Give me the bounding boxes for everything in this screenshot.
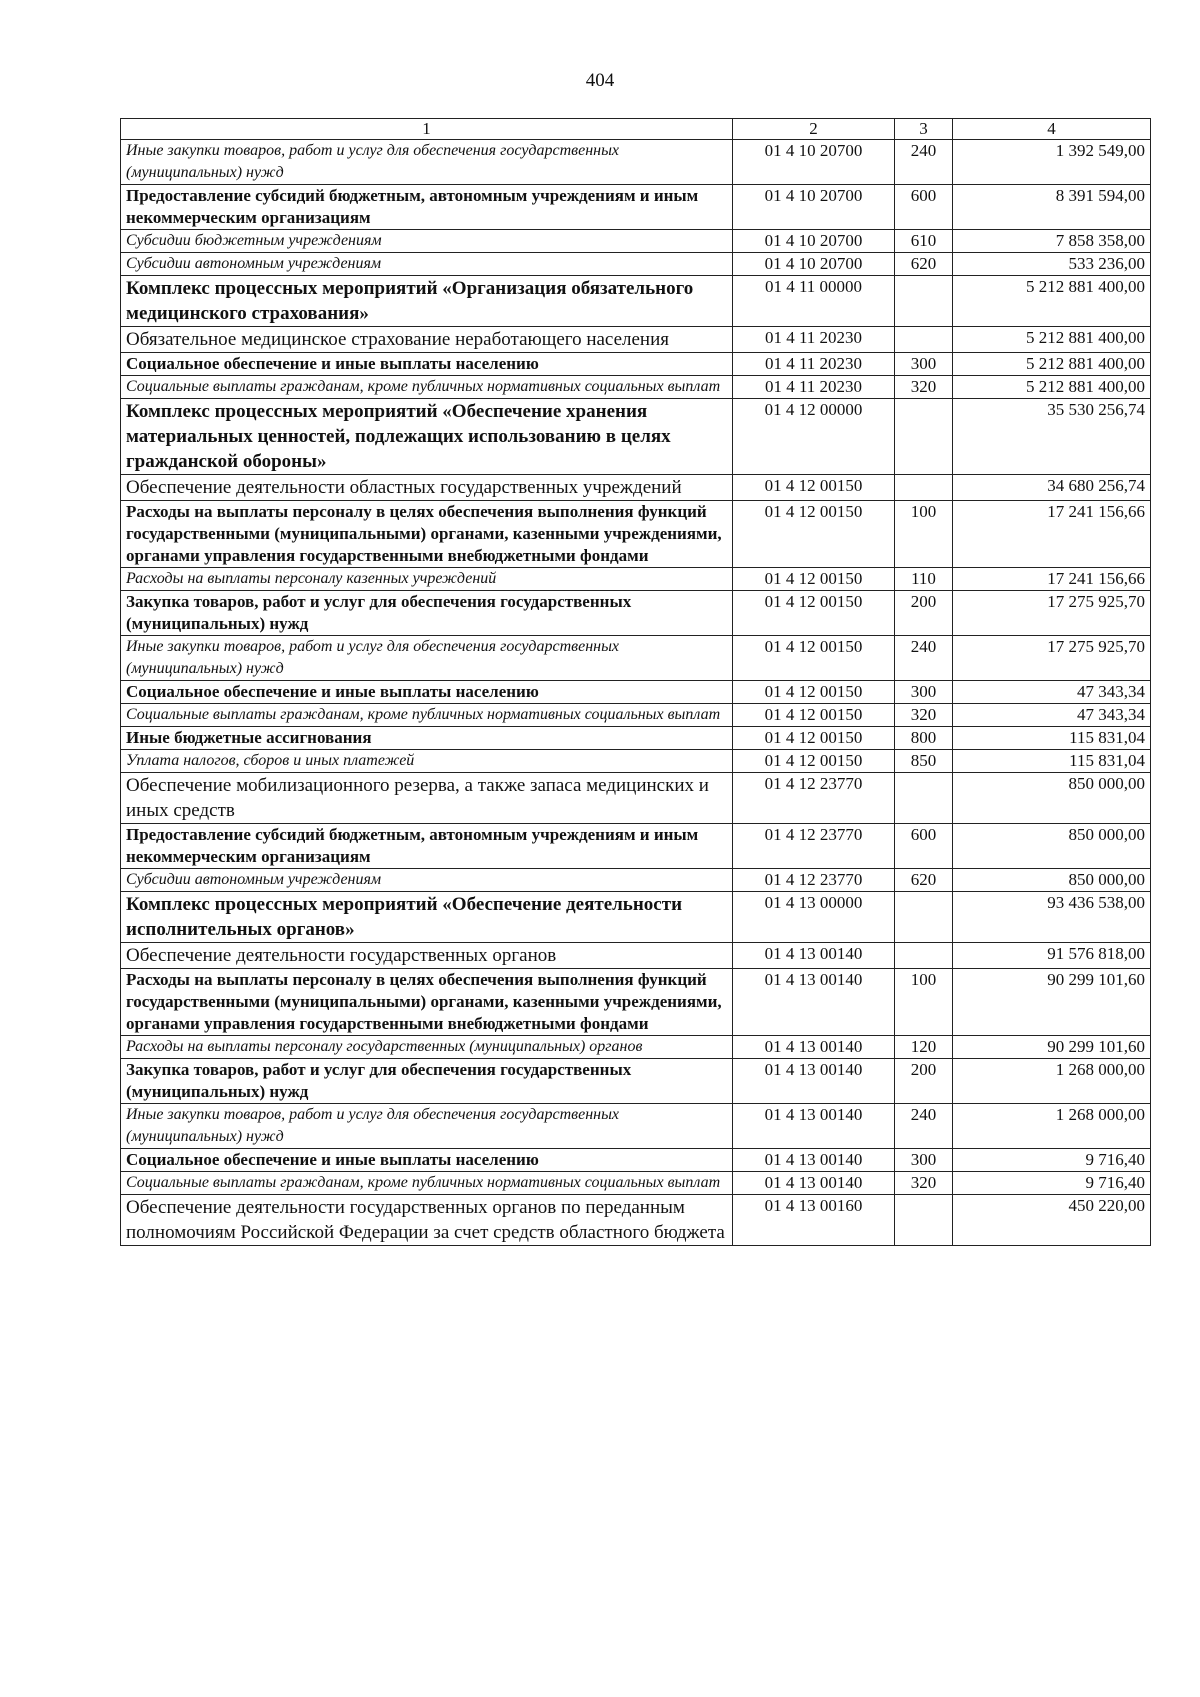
cell-amount: 1 268 000,00 (953, 1104, 1151, 1149)
table-row (121, 1059, 1151, 1104)
cell-amount: 9 716,40 (953, 1172, 1151, 1195)
cell-type (895, 276, 953, 327)
cell-type (895, 773, 953, 824)
cell-amount: 115 831,04 (953, 750, 1151, 773)
cell-name: Обеспечение мобилизационного резерва, а также запаса медицинских и иных средств (121, 773, 733, 824)
cell-amount: 7 858 358,00 (953, 230, 1151, 253)
cell-amount: 9 716,40 (953, 1149, 1151, 1172)
column-header-2: 2 (733, 119, 895, 140)
cell-name: Закупка товаров, работ и услуг для обеспечения государственных (муниципальных) нужд (121, 591, 733, 636)
column-header-4: 4 (953, 119, 1151, 140)
cell-amount: 1 392 549,00 (953, 140, 1151, 185)
cell-name: Расходы на выплаты персоналу в целях обеспечения выполнения функций государственными (муниципальными) органами, казенными учреждениями, органами управления государственными внебюджетными фондами (121, 501, 733, 568)
cell-type: 850 (895, 750, 953, 773)
cell-code: 01 4 10 20700 (733, 185, 895, 230)
table-row (121, 253, 1151, 276)
cell-amount: 5 212 881 400,00 (953, 376, 1151, 399)
cell-type (895, 399, 953, 475)
cell-type: 300 (895, 1149, 953, 1172)
cell-code: 01 4 13 00160 (733, 1195, 895, 1246)
cell-name: Социальные выплаты гражданам, кроме публичных нормативных социальных выплат (121, 376, 733, 399)
cell-code: 01 4 13 00140 (733, 1036, 895, 1059)
table-row (121, 1149, 1151, 1172)
cell-code: 01 4 12 00150 (733, 591, 895, 636)
cell-name: Расходы на выплаты персоналу казенных учреждений (121, 568, 733, 591)
table-row (121, 475, 1151, 501)
cell-amount: 450 220,00 (953, 1195, 1151, 1246)
table-row (121, 824, 1151, 869)
cell-name: Расходы на выплаты персоналу государственных (муниципальных) органов (121, 1036, 733, 1059)
cell-name: Социальные выплаты гражданам, кроме публичных нормативных социальных выплат (121, 704, 733, 727)
cell-code: 01 4 12 00150 (733, 750, 895, 773)
table-row (121, 353, 1151, 376)
cell-code: 01 4 10 20700 (733, 253, 895, 276)
table-row (121, 892, 1151, 943)
cell-name: Закупка товаров, работ и услуг для обеспечения государственных (муниципальных) нужд (121, 1059, 733, 1104)
cell-type (895, 892, 953, 943)
cell-amount: 8 391 594,00 (953, 185, 1151, 230)
table-row (121, 140, 1151, 185)
cell-name: Субсидии бюджетным учреждениям (121, 230, 733, 253)
table-header-row (121, 119, 1151, 140)
table-body (121, 119, 1151, 1246)
cell-type: 300 (895, 353, 953, 376)
cell-type: 610 (895, 230, 953, 253)
cell-type: 120 (895, 1036, 953, 1059)
cell-type: 240 (895, 140, 953, 185)
cell-code: 01 4 13 00140 (733, 1104, 895, 1149)
table-row (121, 230, 1151, 253)
cell-name: Комплекс процессных мероприятий «Обеспечение деятельности исполнительных органов» (121, 892, 733, 943)
cell-code: 01 4 12 00150 (733, 636, 895, 681)
table-row (121, 1036, 1151, 1059)
cell-code: 01 4 12 00150 (733, 501, 895, 568)
cell-type (895, 475, 953, 501)
cell-name: Комплекс процессных мероприятий «Обеспечение хранения материальных ценностей, подлежащих использованию в целях гражданской обороны» (121, 399, 733, 475)
table-row (121, 773, 1151, 824)
cell-code: 01 4 11 20230 (733, 353, 895, 376)
table-row (121, 376, 1151, 399)
cell-type: 620 (895, 253, 953, 276)
cell-name: Социальные выплаты гражданам, кроме публичных нормативных социальных выплат (121, 1172, 733, 1195)
cell-code: 01 4 13 00000 (733, 892, 895, 943)
cell-amount: 850 000,00 (953, 773, 1151, 824)
cell-name: Обязательное медицинское страхование неработающего населения (121, 327, 733, 353)
cell-amount: 5 212 881 400,00 (953, 276, 1151, 327)
cell-type (895, 1195, 953, 1246)
column-header-3: 3 (895, 119, 953, 140)
cell-amount: 1 268 000,00 (953, 1059, 1151, 1104)
cell-type: 100 (895, 501, 953, 568)
cell-code: 01 4 12 23770 (733, 773, 895, 824)
cell-name: Уплата налогов, сборов и иных платежей (121, 750, 733, 773)
cell-type: 240 (895, 636, 953, 681)
cell-type: 110 (895, 568, 953, 591)
cell-name: Комплекс процессных мероприятий «Организация обязательного медицинского страхования» (121, 276, 733, 327)
cell-type (895, 943, 953, 969)
cell-amount: 35 530 256,74 (953, 399, 1151, 475)
cell-amount: 93 436 538,00 (953, 892, 1151, 943)
table-row (121, 399, 1151, 475)
table-row (121, 727, 1151, 750)
cell-amount: 5 212 881 400,00 (953, 327, 1151, 353)
cell-code: 01 4 11 00000 (733, 276, 895, 327)
cell-name: Субсидии автономным учреждениям (121, 869, 733, 892)
cell-code: 01 4 12 23770 (733, 869, 895, 892)
cell-amount: 17 275 925,70 (953, 636, 1151, 681)
table-row (121, 185, 1151, 230)
cell-code: 01 4 12 00150 (733, 475, 895, 501)
cell-name: Иные закупки товаров, работ и услуг для обеспечения государственных (муниципальных) нужд (121, 636, 733, 681)
cell-amount: 115 831,04 (953, 727, 1151, 750)
table-row (121, 869, 1151, 892)
cell-name: Социальное обеспечение и иные выплаты населению (121, 353, 733, 376)
cell-code: 01 4 10 20700 (733, 230, 895, 253)
cell-code: 01 4 12 00150 (733, 568, 895, 591)
cell-type: 320 (895, 704, 953, 727)
cell-code: 01 4 10 20700 (733, 140, 895, 185)
cell-type: 320 (895, 1172, 953, 1195)
cell-type: 600 (895, 824, 953, 869)
cell-amount: 5 212 881 400,00 (953, 353, 1151, 376)
table-row (121, 1172, 1151, 1195)
column-header-1: 1 (121, 119, 733, 140)
cell-amount: 17 275 925,70 (953, 591, 1151, 636)
cell-name: Субсидии автономным учреждениям (121, 253, 733, 276)
cell-type: 200 (895, 1059, 953, 1104)
cell-amount: 850 000,00 (953, 869, 1151, 892)
cell-type (895, 327, 953, 353)
cell-code: 01 4 12 00150 (733, 727, 895, 750)
cell-name: Предоставление субсидий бюджетным, автономным учреждениям и иным некоммерческим организациям (121, 824, 733, 869)
cell-amount: 90 299 101,60 (953, 969, 1151, 1036)
cell-code: 01 4 12 00150 (733, 704, 895, 727)
cell-amount: 17 241 156,66 (953, 501, 1151, 568)
table-row (121, 636, 1151, 681)
cell-code: 01 4 12 00150 (733, 681, 895, 704)
page-number: 404 (585, 70, 615, 91)
cell-code: 01 4 11 20230 (733, 376, 895, 399)
cell-name: Иные закупки товаров, работ и услуг для обеспечения государственных (муниципальных) нужд (121, 140, 733, 185)
table-row (121, 969, 1151, 1036)
table-row (121, 1195, 1151, 1246)
table-row (121, 568, 1151, 591)
budget-table (120, 118, 1151, 1246)
cell-code: 01 4 13 00140 (733, 943, 895, 969)
cell-code: 01 4 11 20230 (733, 327, 895, 353)
cell-type: 200 (895, 591, 953, 636)
cell-amount: 533 236,00 (953, 253, 1151, 276)
cell-name: Обеспечение деятельности государственных органов по переданным полномочиям Российской Федерации за счет средств областного бюджета (121, 1195, 733, 1246)
cell-type: 300 (895, 681, 953, 704)
cell-type: 100 (895, 969, 953, 1036)
cell-type: 620 (895, 869, 953, 892)
cell-code: 01 4 13 00140 (733, 1149, 895, 1172)
cell-name: Обеспечение деятельности государственных органов (121, 943, 733, 969)
cell-amount: 34 680 256,74 (953, 475, 1151, 501)
cell-type: 240 (895, 1104, 953, 1149)
cell-amount: 91 576 818,00 (953, 943, 1151, 969)
cell-amount: 47 343,34 (953, 704, 1151, 727)
table-row (121, 276, 1151, 327)
table-row (121, 501, 1151, 568)
table-row (121, 327, 1151, 353)
cell-name: Социальное обеспечение и иные выплаты населению (121, 1149, 733, 1172)
cell-amount: 90 299 101,60 (953, 1036, 1151, 1059)
cell-code: 01 4 12 00000 (733, 399, 895, 475)
cell-name: Социальное обеспечение и иные выплаты населению (121, 681, 733, 704)
cell-amount: 850 000,00 (953, 824, 1151, 869)
cell-name: Иные закупки товаров, работ и услуг для обеспечения государственных (муниципальных) нужд (121, 1104, 733, 1149)
cell-name: Иные бюджетные ассигнования (121, 727, 733, 750)
table-row (121, 750, 1151, 773)
cell-type: 800 (895, 727, 953, 750)
table-row (121, 1104, 1151, 1149)
cell-name: Обеспечение деятельности областных государственных учреждений (121, 475, 733, 501)
cell-code: 01 4 13 00140 (733, 1059, 895, 1104)
cell-code: 01 4 12 23770 (733, 824, 895, 869)
cell-type: 600 (895, 185, 953, 230)
table-row (121, 704, 1151, 727)
table-row (121, 681, 1151, 704)
cell-type: 320 (895, 376, 953, 399)
cell-amount: 47 343,34 (953, 681, 1151, 704)
cell-name: Расходы на выплаты персоналу в целях обеспечения выполнения функций государственными (муниципальными) органами, казенными учреждениями, органами управления государственными внебюджетными фондами (121, 969, 733, 1036)
cell-code: 01 4 13 00140 (733, 1172, 895, 1195)
table-row (121, 943, 1151, 969)
table-row (121, 591, 1151, 636)
cell-code: 01 4 13 00140 (733, 969, 895, 1036)
cell-amount: 17 241 156,66 (953, 568, 1151, 591)
cell-name: Предоставление субсидий бюджетным, автономным учреждениям и иным некоммерческим организациям (121, 185, 733, 230)
